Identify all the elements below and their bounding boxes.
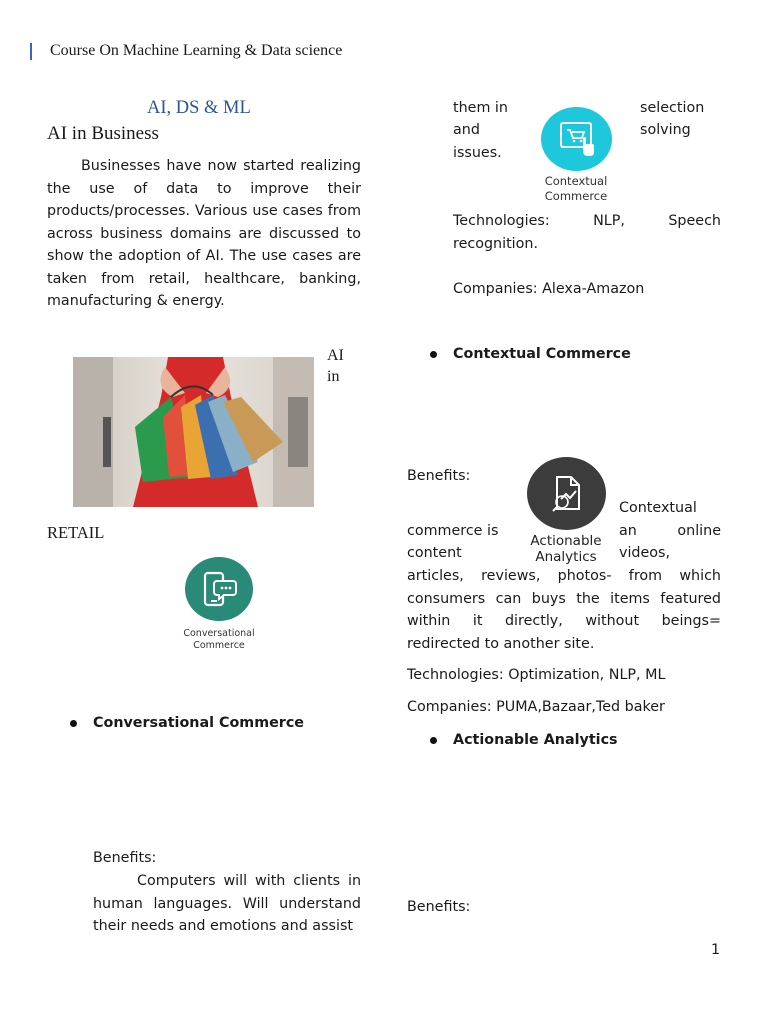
page-title: AI, DS & ML xyxy=(147,98,251,118)
contextual-caption xyxy=(526,174,626,204)
bullet-actionable-analytics: Actionable Analytics xyxy=(453,732,618,748)
chat-phone-icon xyxy=(185,557,253,621)
intro-paragraph: Businesses have now started realizing the use of data to improve their products/processes. Various use cases from across business domains are discussed to show the adoption of AI. The use cases are taken from retail, healthcare, banking, manufacturing & energy. xyxy=(47,158,361,309)
page-number: 1 xyxy=(711,942,721,958)
conversational-caption xyxy=(168,628,270,652)
course-header: Course On Machine Learning & Data science xyxy=(50,42,343,59)
ctx-line3b: videos, xyxy=(619,545,671,561)
cont-text-line1a: them in xyxy=(453,100,508,116)
actionable-caption-line1: Actionable xyxy=(530,533,602,549)
ctx-line2b: an online xyxy=(619,523,721,539)
cont-text-line2a: and xyxy=(453,122,480,138)
companies-contextual: Companies: PUMA,Bazaar,Ted baker xyxy=(407,699,665,715)
retail-label: RETAIL xyxy=(47,523,105,542)
shopping-bags-photo xyxy=(73,357,314,507)
ai-in-label-line1: AI xyxy=(327,347,344,364)
contextual-caption-line2: Commerce xyxy=(544,189,608,203)
benefits-label: Benefits: xyxy=(407,468,471,484)
bullet-dot xyxy=(430,737,437,744)
contextual-commerce-description: articles, reviews, photos- from which consumers can buys the items featured within it directly, without beings= redirected to another site. xyxy=(407,568,721,652)
conversational-caption-line2: Commerce xyxy=(193,640,245,651)
technologies-conversational: Technologies: NLP, Speech recognition. xyxy=(453,213,721,252)
cont-text-line3: issues. xyxy=(453,145,502,161)
document-chart-icon xyxy=(527,457,606,530)
cont-text-line1b: selection xyxy=(640,100,705,116)
benefits-label: Benefits: xyxy=(93,850,157,866)
conversational-caption-line1: Conversational xyxy=(183,628,255,639)
contextual-caption-line1: Contextual xyxy=(544,174,608,188)
ctx-line2a: commerce is xyxy=(407,523,499,539)
ctx-line3a: content xyxy=(407,545,462,561)
conversational-benefits-text: Computers will with clients in human languages. Will understand their needs and emotions and assist xyxy=(93,873,361,934)
benefits-label: Benefits: xyxy=(407,899,471,915)
actionable-caption-line2: Analytics xyxy=(535,549,597,565)
ai-in-label-line2: in xyxy=(327,368,340,385)
header-accent-bar xyxy=(30,43,32,60)
bullet-contextual-commerce: Contextual Commerce xyxy=(453,346,631,362)
companies-conversational: Companies: Alexa-Amazon xyxy=(453,281,645,297)
bullet-dot xyxy=(430,351,437,358)
cont-text-line2b: solving xyxy=(640,122,691,138)
actionable-caption xyxy=(518,533,614,565)
section-heading: AI in Business xyxy=(47,123,159,144)
ai-in-label xyxy=(327,345,344,387)
bullet-dot xyxy=(70,720,77,727)
ctx-word-contextual: Contextual xyxy=(619,500,697,516)
touch-cart-screen-icon xyxy=(541,107,612,171)
bullet-conversational-commerce: Conversational Commerce xyxy=(93,715,305,731)
technologies-contextual: Technologies: Optimization, NLP, ML xyxy=(407,667,666,683)
